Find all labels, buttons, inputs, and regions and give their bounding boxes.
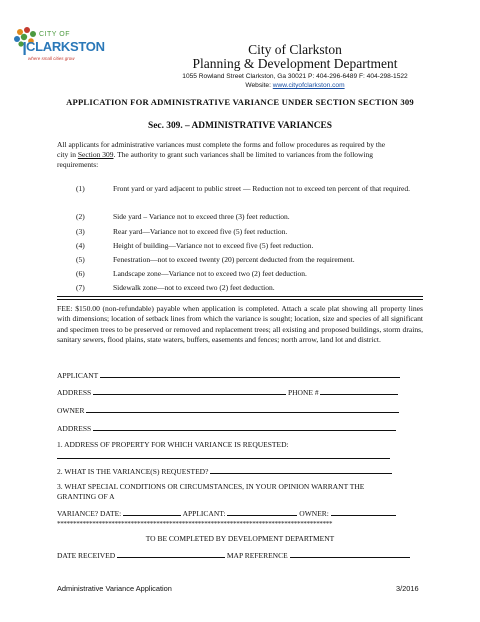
requirement-text: Sidewalk zone—not to exceed two (2) feet deduction. — [113, 283, 275, 292]
header-title: City of Clarkston — [248, 42, 342, 57]
department-row — [57, 550, 410, 561]
applicant-signature-label: APPLICANT: — [182, 509, 226, 518]
signature-row — [57, 508, 396, 519]
logo-city-of: CITY OF — [39, 31, 70, 38]
header-address: 1055 Rowland Street Clarkston, Ga 30021 P: 404-296-6489 F: 404-298-1522 — [182, 73, 408, 80]
variance-requested-field[interactable] — [210, 466, 392, 474]
footer-left: Administrative Variance Application — [57, 584, 172, 593]
requirement-text: Landscape zone—Variance not to exceed two (2) feet deduction. — [113, 269, 307, 278]
intro-line-2 — [57, 150, 429, 160]
owner-address-row — [57, 423, 396, 434]
requirement-number: (5) — [76, 255, 85, 264]
applicant-label: APPLICANT — [57, 371, 99, 380]
question-2-row — [57, 466, 392, 477]
question-1: 1. ADDRESS OF PROPERTY FOR WHICH VARIANCE IS REQUESTED: — [57, 440, 289, 449]
phone-field[interactable] — [320, 387, 398, 395]
website-link[interactable]: www.cityofclarkston.com — [272, 82, 345, 89]
requirement-number: (7) — [76, 283, 85, 292]
intro-line-3: requirements: — [57, 160, 99, 169]
phone-label: PHONE # — [287, 388, 319, 397]
intro-line-1: All applicants for administrative variances must complete the forms and follow procedures as required by the — [57, 140, 386, 149]
question-1-answer-row — [57, 451, 390, 462]
logo-tagline: where small cities grow — [28, 56, 75, 61]
application-title: APPLICATION FOR ADMINISTRATIVE VARIANCE UNDER SECTION SECTION 309 — [66, 97, 414, 107]
applicant-field[interactable] — [100, 370, 400, 378]
owner-label: OWNER — [57, 406, 85, 415]
logo-city-name: CLARKSTON — [26, 39, 105, 54]
variance-date-field[interactable] — [123, 508, 181, 516]
requirement-text: Front yard or yard adjacent to public street — Reduction not to exceed ten percent of that required. — [113, 184, 410, 193]
section-divider — [57, 299, 423, 300]
question-3-line-1: 3. WHAT SPECIAL CONDITIONS OR CIRCUMSTANCES, IN YOUR OPINION WARRANT THE — [57, 482, 365, 491]
address-phone-row — [57, 387, 398, 398]
requirement-number: (4) — [76, 241, 85, 250]
requirement-number: (3) — [76, 227, 85, 236]
section-title: Sec. 309. – ADMINISTRATIVE VARIANCES — [148, 121, 332, 131]
address-label: ADDRESS — [57, 388, 92, 397]
requirement-text: Rear yard—Variance not to exceed five (5) feet reduction. — [113, 227, 288, 236]
question-2: 2. WHAT IS THE VARIANCE(S) REQUESTED? — [57, 467, 209, 476]
section-309-link[interactable]: Section 309 — [77, 150, 114, 159]
variance-date-label: VARIANCE? DATE: — [57, 509, 122, 518]
requirement-number: (2) — [76, 212, 85, 221]
fee-paragraph: FEE: $150.00 (non-refundable) payable when application is completed. Attach a scale plat showing all property lines with dimensions; location of setback lines from which the variance is sought; location, size and species of all significant and specimen trees to be preserved or removed and replacement trees; all existing and proposed buildings, storm drains, sanitary sewers, flood plains, state waters, buffers, easements and fences; north arrow, land lot and district. — [57, 304, 423, 345]
owner-field[interactable] — [86, 405, 399, 413]
date-received-label: DATE RECEIVED — [57, 551, 116, 560]
owner-row — [57, 405, 399, 416]
requirement-text: Height of building—Variance not to exceed five (5) feet reduction. — [113, 241, 314, 250]
intro-line-2-post: . The authority to grant such variances shall be limited to variances from the following — [113, 150, 374, 159]
header-website-line — [110, 82, 480, 90]
map-reference-label: MAP REFERENCE — [226, 551, 288, 560]
question-3-line-2: GRANTING OF A — [57, 492, 115, 501]
intro-line-2-pre: city in — [57, 150, 78, 159]
department-heading: TO BE COMPLETED BY DEVELOPMENT DEPARTMENT — [145, 534, 335, 543]
owner-address-label: ADDRESS — [57, 424, 92, 433]
property-address-field[interactable] — [57, 451, 390, 459]
applicant-signature-field[interactable] — [227, 508, 297, 516]
owner-address-field[interactable] — [93, 423, 396, 431]
section-divider — [57, 296, 423, 297]
footer-right: 3/2016 — [396, 584, 419, 593]
header-department: Planning & Development Department — [192, 56, 398, 71]
map-reference-field[interactable] — [290, 550, 410, 558]
date-received-field[interactable] — [117, 550, 225, 558]
website-label: Website: — [245, 82, 273, 89]
requirement-text: Side yard – Variance not to exceed three (3) feet reduction. — [113, 212, 290, 221]
address-field[interactable] — [93, 387, 286, 395]
requirement-text: Fenestration—not to exceed twenty (20) percent deducted from the requirement. — [113, 255, 355, 264]
applicant-row — [57, 370, 400, 381]
asterisk-divider: ************************************************************************************** — [57, 520, 333, 528]
owner-signature-label: OWNER: — [299, 509, 329, 518]
requirement-number: (6) — [76, 269, 85, 278]
city-logo — [12, 26, 112, 80]
requirement-number: (1) — [76, 184, 85, 193]
owner-signature-field[interactable] — [331, 508, 396, 516]
